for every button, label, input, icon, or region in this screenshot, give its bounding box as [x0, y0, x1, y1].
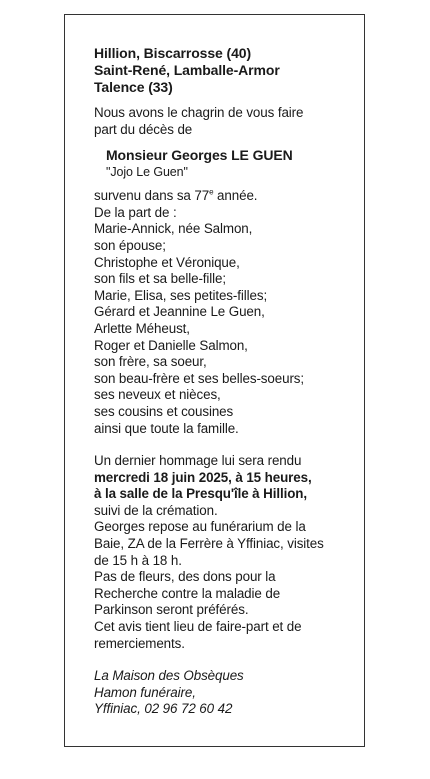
- ceremony-place: à la salle de la Presqu'île à Hillion,: [94, 486, 307, 502]
- family-line: son frère, sa soeur,: [94, 354, 207, 370]
- family-line: Arlette Méheust,: [94, 320, 190, 336]
- age-prefix: survenu dans sa 77: [94, 188, 210, 204]
- ceremony-detail-line: Georges repose au funérarium de la: [94, 519, 306, 535]
- family-line: Marie, Elisa, ses petites-filles;: [94, 287, 268, 303]
- family-line: Gérard et Jeannine Le Guen,: [94, 304, 265, 320]
- deceased-name: Monsieur Georges LE GUEN: [106, 147, 293, 164]
- signature-line: Yffiniac, 02 96 72 60 42: [94, 701, 233, 717]
- family-line: Marie-Annick, née Salmon,: [94, 221, 253, 237]
- funeral-home-signature: [94, 668, 356, 718]
- family-line: son beau-frère et ses belles-soeurs;: [94, 370, 305, 386]
- age-line: [94, 188, 356, 205]
- obituary-notice: [64, 14, 365, 747]
- ceremony-date: mercredi 18 juin 2025, à 15 heures,: [94, 469, 312, 485]
- family-line: ses neveux et nièces,: [94, 387, 221, 403]
- family-list: [94, 205, 356, 437]
- ceremony-detail-line: Pas de fleurs, des dons pour la: [94, 569, 276, 585]
- family-line: Christophe et Véronique,: [94, 254, 240, 270]
- family-line: ainsi que toute la famille.: [94, 420, 239, 436]
- ceremony-detail-line: Recherche contre la maladie de: [94, 585, 281, 601]
- family-line: son fils et sa belle-fille;: [94, 271, 227, 287]
- location-line: Hillion, Biscarrosse (40): [94, 45, 252, 61]
- ceremony-block: [94, 453, 356, 652]
- ceremony-detail-line: de 15 h à 18 h.: [94, 552, 182, 568]
- location-line: Talence (33): [94, 79, 173, 95]
- family-line: Roger et Danielle Salmon,: [94, 337, 248, 353]
- signature-line: Hamon funéraire,: [94, 684, 196, 700]
- family-line: ses cousins et cousines: [94, 403, 234, 419]
- age-superscript: e: [209, 187, 214, 197]
- ceremony-after: suivi de la crémation.: [94, 502, 218, 518]
- intro-line: part du décès de: [94, 121, 193, 137]
- ceremony-intro: Un dernier hommage lui sera rendu: [94, 453, 302, 469]
- ceremony-detail-line: Cet avis tient lieu de faire-part et de: [94, 619, 302, 635]
- family-line: De la part de :: [94, 204, 177, 220]
- location-line: Saint-René, Lamballe-Armor: [94, 62, 280, 78]
- signature-line: La Maison des Obsèques: [94, 668, 244, 684]
- family-line: son épouse;: [94, 237, 166, 253]
- notice-content: [94, 45, 356, 718]
- ceremony-detail-line: remerciements.: [94, 635, 185, 651]
- intro-line: Nous avons le chagrin de vous faire: [94, 105, 304, 120]
- age-suffix: année.: [213, 188, 258, 204]
- ceremony-detail-line: Baie, ZA de la Ferrère à Yffiniac, visites: [94, 536, 324, 552]
- deceased-nickname: "Jojo Le Guen": [106, 165, 188, 180]
- locations-header: [94, 45, 356, 96]
- intro-text: [94, 105, 356, 138]
- ceremony-detail-line: Parkinson seront préférés.: [94, 602, 249, 618]
- deceased-block: [106, 147, 356, 180]
